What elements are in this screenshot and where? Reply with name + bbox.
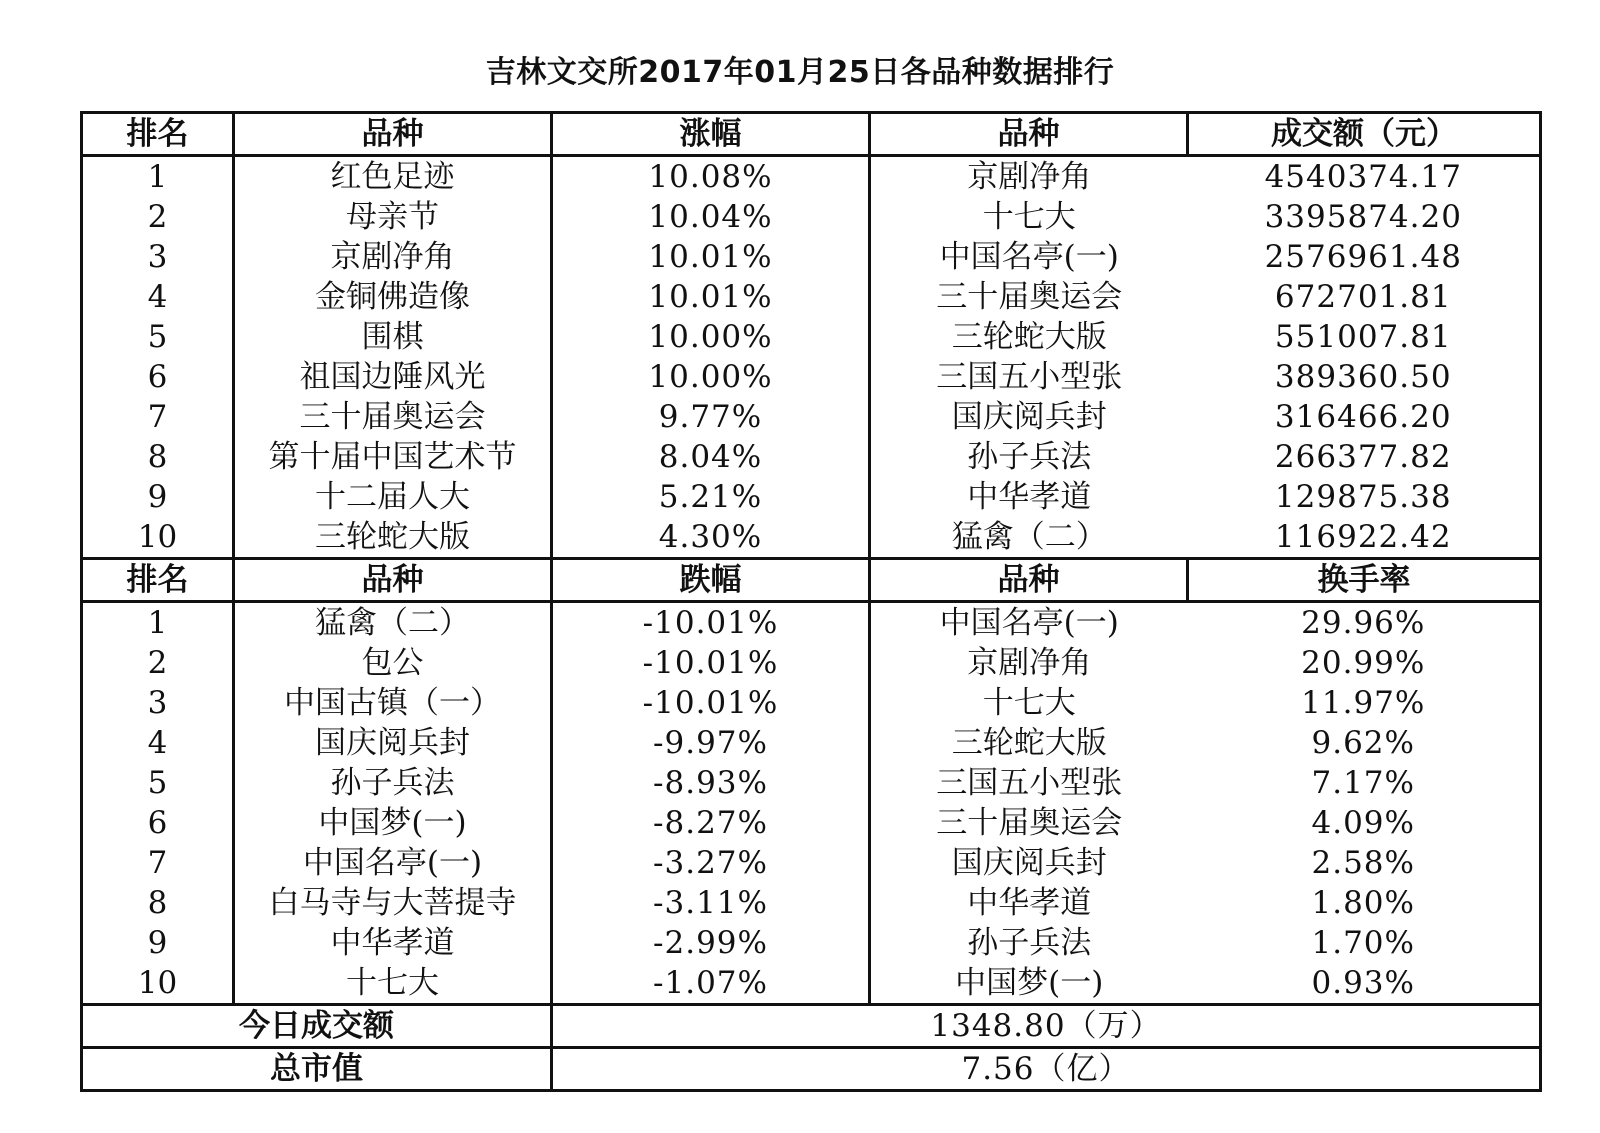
gain-row bbox=[82, 277, 1541, 317]
gain-variety-cell: 十二届人大 bbox=[234, 477, 552, 517]
gain-change-cell: 8.04% bbox=[552, 437, 870, 477]
loss-metric-cell: 1.70% bbox=[1311, 925, 1415, 961]
loss-variety-cell: 孙子兵法 bbox=[234, 763, 552, 803]
loss-variety2-cell: 十七大 bbox=[982, 685, 1076, 721]
gain-rank-cell: 4 bbox=[82, 277, 234, 317]
loss-change-cell: -2.99% bbox=[552, 923, 870, 963]
loss-variety-cell: 包公 bbox=[234, 643, 552, 683]
gain-metric-cell: 389360.50 bbox=[1274, 359, 1452, 395]
gain-variety-header: 品种 bbox=[234, 113, 552, 156]
loss-variety2-cell: 中华孝道 bbox=[967, 885, 1092, 921]
gain-change-cell: 10.01% bbox=[552, 237, 870, 277]
gain-row bbox=[82, 477, 1541, 517]
gain-variety-cell: 金铜佛造像 bbox=[234, 277, 552, 317]
loss-row bbox=[82, 643, 1541, 683]
loss-variety-cell: 白马寺与大菩提寺 bbox=[234, 883, 552, 923]
gain-variety2-cell: 国庆阅兵封 bbox=[951, 399, 1107, 435]
loss-metric-cell: 4.09% bbox=[1311, 805, 1415, 841]
gain-metric-cell: 2576961.48 bbox=[1264, 239, 1462, 275]
loss-rank-cell: 7 bbox=[82, 843, 234, 883]
gain-change-cell: 10.00% bbox=[552, 317, 870, 357]
loss-header-row bbox=[82, 559, 1541, 602]
gain-row bbox=[82, 357, 1541, 397]
loss-change-cell: -10.01% bbox=[552, 602, 870, 644]
gain-change-cell: 5.21% bbox=[552, 477, 870, 517]
gain-rank-cell: 8 bbox=[82, 437, 234, 477]
summary-value: 1348.80（万） bbox=[552, 1005, 1541, 1048]
gain-change-cell: 9.77% bbox=[552, 397, 870, 437]
loss-row bbox=[82, 963, 1541, 1005]
gain-row bbox=[82, 237, 1541, 277]
gain-variety2-cell: 孙子兵法 bbox=[967, 439, 1092, 475]
gain-rank-cell: 9 bbox=[82, 477, 234, 517]
loss-change-header: 跌幅 bbox=[552, 559, 870, 602]
gain-variety2-cell: 京剧净角 bbox=[967, 159, 1092, 195]
gain-variety2-cell: 三国五小型张 bbox=[936, 359, 1123, 395]
loss-row bbox=[82, 723, 1541, 763]
gain-row bbox=[82, 397, 1541, 437]
loss-rank-cell: 10 bbox=[82, 963, 234, 1005]
loss-metric-header: 换手率 bbox=[1188, 559, 1541, 602]
loss-variety2-header: 品种 bbox=[870, 559, 1188, 602]
loss-rank-cell: 6 bbox=[82, 803, 234, 843]
ranking-table bbox=[80, 111, 1542, 1092]
loss-metric-cell: 20.99% bbox=[1301, 645, 1426, 681]
loss-rank-cell: 3 bbox=[82, 683, 234, 723]
summary-row bbox=[82, 1005, 1541, 1048]
loss-metric-cell: 29.96% bbox=[1301, 605, 1426, 641]
gain-variety2-header: 品种 bbox=[870, 113, 1188, 156]
gain-metric-cell: 672701.81 bbox=[1274, 279, 1452, 315]
gain-variety-cell: 祖国边陲风光 bbox=[234, 357, 552, 397]
loss-variety2-cell: 三轮蛇大版 bbox=[951, 725, 1107, 761]
gain-metric-cell: 3395874.20 bbox=[1264, 199, 1462, 235]
gain-variety2-cell: 中国名亭(一) bbox=[939, 239, 1119, 275]
loss-change-cell: -1.07% bbox=[552, 963, 870, 1005]
loss-variety2-cell: 三十届奥运会 bbox=[936, 805, 1123, 841]
loss-metric-cell: 11.97% bbox=[1301, 685, 1426, 721]
gain-rank-cell: 5 bbox=[82, 317, 234, 357]
loss-change-cell: -3.11% bbox=[552, 883, 870, 923]
gain-rank-cell: 2 bbox=[82, 197, 234, 237]
page-title: 吉林文交所2017年01月25日各品种数据排行 bbox=[485, 55, 1115, 90]
gain-variety2-cell: 中华孝道 bbox=[967, 479, 1092, 515]
summary-label: 今日成交额 bbox=[82, 1005, 552, 1048]
gain-row bbox=[82, 197, 1541, 237]
loss-variety2-cell: 国庆阅兵封 bbox=[951, 845, 1107, 881]
loss-variety2-cell: 孙子兵法 bbox=[967, 925, 1092, 961]
loss-metric-cell: 2.58% bbox=[1311, 845, 1415, 881]
loss-rank-cell: 9 bbox=[82, 923, 234, 963]
loss-variety-cell: 中国梦(一) bbox=[234, 803, 552, 843]
gain-row bbox=[82, 437, 1541, 477]
gain-variety2-cell: 三十届奥运会 bbox=[936, 279, 1123, 315]
gain-change-header: 涨幅 bbox=[552, 113, 870, 156]
gain-variety-cell: 围棋 bbox=[234, 317, 552, 357]
loss-metric-cell: 1.80% bbox=[1311, 885, 1415, 921]
loss-change-cell: -9.97% bbox=[552, 723, 870, 763]
loss-change-cell: -10.01% bbox=[552, 643, 870, 683]
summary-value: 7.56（亿） bbox=[552, 1048, 1541, 1091]
gain-variety-cell: 母亲节 bbox=[234, 197, 552, 237]
loss-variety-cell: 中国名亭(一) bbox=[234, 843, 552, 883]
loss-row bbox=[82, 763, 1541, 803]
loss-row bbox=[82, 843, 1541, 883]
gain-metric-cell: 316466.20 bbox=[1274, 399, 1452, 435]
loss-rank-cell: 8 bbox=[82, 883, 234, 923]
loss-change-cell: -10.01% bbox=[552, 683, 870, 723]
gain-metric-cell: 116922.42 bbox=[1274, 519, 1452, 555]
loss-rank-cell: 4 bbox=[82, 723, 234, 763]
gain-rank-cell: 1 bbox=[82, 156, 234, 198]
gain-rank-cell: 3 bbox=[82, 237, 234, 277]
summary-row bbox=[82, 1048, 1541, 1091]
loss-rank-cell: 2 bbox=[82, 643, 234, 683]
loss-metric-cell: 0.93% bbox=[1311, 965, 1415, 1001]
ranking-table-body bbox=[82, 113, 1541, 1091]
gain-variety2-cell: 猛禽（二） bbox=[951, 519, 1107, 555]
loss-variety2-cell: 三国五小型张 bbox=[936, 765, 1123, 801]
loss-change-cell: -8.27% bbox=[552, 803, 870, 843]
loss-row bbox=[82, 923, 1541, 963]
loss-variety2-cell: 京剧净角 bbox=[967, 645, 1092, 681]
gain-change-cell: 10.00% bbox=[552, 357, 870, 397]
gain-change-cell: 10.08% bbox=[552, 156, 870, 198]
gain-row bbox=[82, 156, 1541, 198]
gain-variety2-cell: 三轮蛇大版 bbox=[951, 319, 1107, 355]
gain-variety-cell: 第十届中国艺术节 bbox=[234, 437, 552, 477]
summary-label: 总市值 bbox=[82, 1048, 552, 1091]
gain-variety-cell: 红色足迹 bbox=[234, 156, 552, 198]
gain-metric-header: 成交额（元） bbox=[1188, 113, 1541, 156]
loss-row bbox=[82, 803, 1541, 843]
loss-variety-cell: 中国古镇（一） bbox=[234, 683, 552, 723]
gain-metric-cell: 551007.81 bbox=[1274, 319, 1452, 355]
gain-change-cell: 4.30% bbox=[552, 517, 870, 559]
loss-variety-cell: 十七大 bbox=[234, 963, 552, 1005]
loss-variety-cell: 中华孝道 bbox=[234, 923, 552, 963]
loss-variety-header: 品种 bbox=[234, 559, 552, 602]
loss-row bbox=[82, 683, 1541, 723]
loss-variety2-cell: 中国名亭(一) bbox=[939, 605, 1119, 641]
gain-change-cell: 10.01% bbox=[552, 277, 870, 317]
loss-change-cell: -3.27% bbox=[552, 843, 870, 883]
loss-change-cell: -8.93% bbox=[552, 763, 870, 803]
loss-metric-cell: 7.17% bbox=[1311, 765, 1415, 801]
gain-metric-cell: 4540374.17 bbox=[1264, 159, 1462, 195]
gain-metric-cell: 266377.82 bbox=[1274, 439, 1452, 475]
gain-variety2-cell: 十七大 bbox=[982, 199, 1076, 235]
gain-rank-cell: 6 bbox=[82, 357, 234, 397]
gain-rank-cell: 7 bbox=[82, 397, 234, 437]
loss-variety-cell: 猛禽（二） bbox=[234, 602, 552, 644]
gain-row bbox=[82, 517, 1541, 559]
loss-rank-cell: 1 bbox=[82, 602, 234, 644]
loss-row bbox=[82, 602, 1541, 644]
gain-header-row bbox=[82, 113, 1541, 156]
gain-variety-cell: 京剧净角 bbox=[234, 237, 552, 277]
gain-variety-cell: 三十届奥运会 bbox=[234, 397, 552, 437]
gain-rank-cell: 10 bbox=[82, 517, 234, 559]
gain-row bbox=[82, 317, 1541, 357]
loss-rank-cell: 5 bbox=[82, 763, 234, 803]
gain-change-cell: 10.04% bbox=[552, 197, 870, 237]
loss-variety2-cell: 中国梦(一) bbox=[955, 965, 1104, 1001]
gain-rank-header: 排名 bbox=[82, 113, 234, 156]
gain-variety-cell: 三轮蛇大版 bbox=[234, 517, 552, 559]
gain-metric-cell: 129875.38 bbox=[1274, 479, 1452, 515]
loss-rank-header: 排名 bbox=[82, 559, 234, 602]
loss-variety-cell: 国庆阅兵封 bbox=[234, 723, 552, 763]
loss-metric-cell: 9.62% bbox=[1311, 725, 1415, 761]
loss-row bbox=[82, 883, 1541, 923]
